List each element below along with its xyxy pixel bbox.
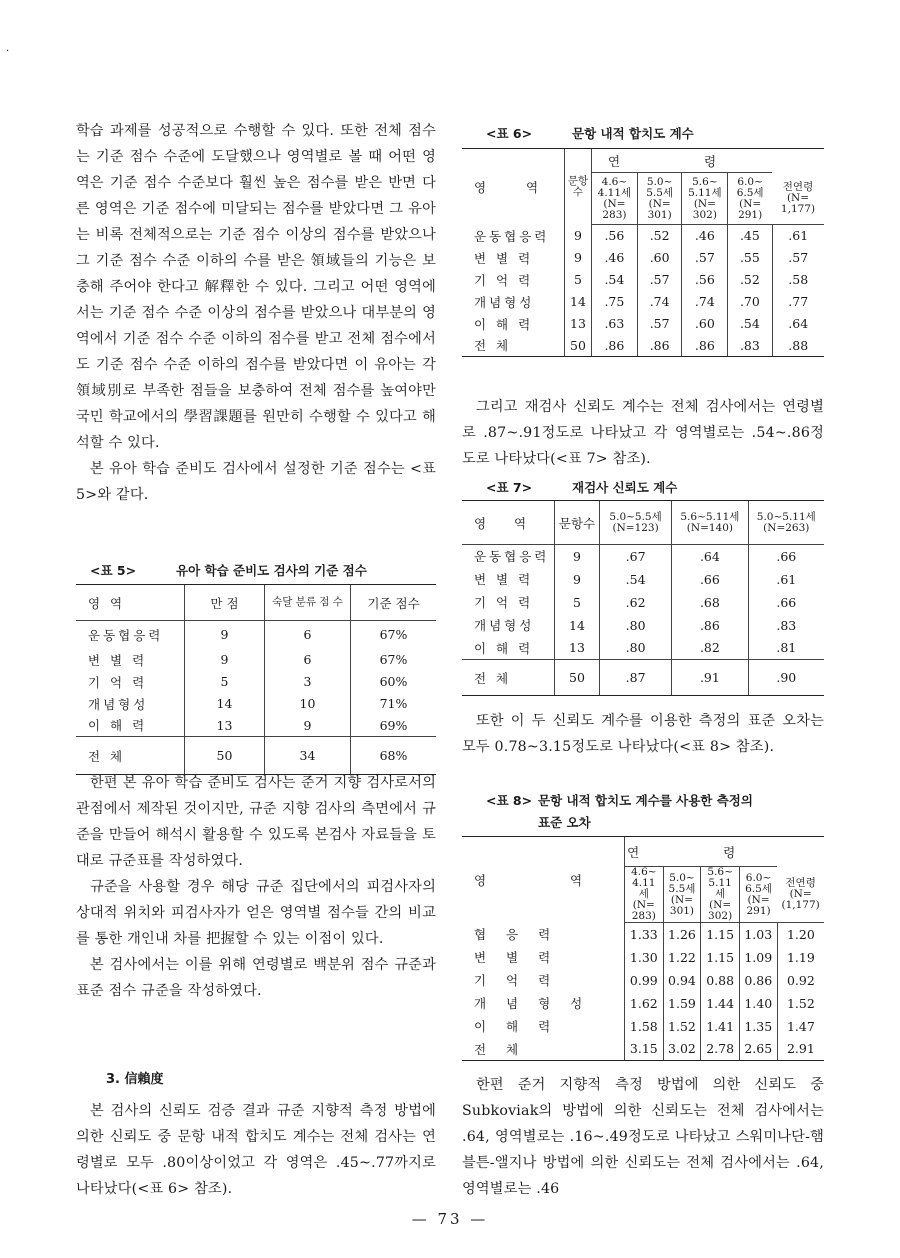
table-cell: 변 별 력 bbox=[474, 250, 534, 266]
table-cell: .46 bbox=[682, 225, 728, 247]
table-cell: 전 체 bbox=[462, 335, 565, 357]
table-cell: .56 bbox=[592, 225, 638, 247]
table-cell: 개념형성 bbox=[88, 696, 149, 712]
table-cell: 13 bbox=[555, 637, 600, 660]
table-cell: 1.15 bbox=[701, 946, 739, 969]
table-header: 6.0~ 6.5세 (N= 291) bbox=[728, 173, 772, 225]
table6-caption bbox=[486, 124, 694, 142]
table-cell: 69% bbox=[351, 715, 436, 737]
table-cell: .75 bbox=[592, 291, 638, 313]
table-cell: .57 bbox=[682, 247, 728, 269]
table-header: 연 령 bbox=[592, 149, 773, 173]
table7-caption bbox=[486, 478, 677, 496]
table-cell: .55 bbox=[728, 247, 772, 269]
paragraph-text: 그리고 재검사 신뢰도 계수는 전체 검사에서는 연령별로 .87~.91정도로 나타났고 각 영역별로는 .54~.86정도로 나타났다(<표 7> 참조). bbox=[462, 399, 824, 467]
table-header: 숙달 분류 점 수 bbox=[264, 585, 350, 621]
table-cell: 9 bbox=[185, 649, 265, 671]
table-cell: 67% bbox=[351, 649, 436, 671]
table-cell: 개념형성 bbox=[474, 294, 535, 310]
paragraph-text: 규준을 사용할 경우 해당 규준 집단에서의 피검사자의 상대적 위치와 피검사자가 얻은 영역별 점수들 간의 비교를 통한 개인내 차를 把握할 수 있는 이점이 있다. bbox=[76, 879, 436, 947]
table-cell: 변 별 력 bbox=[474, 572, 534, 587]
table-header: 6.0~ 6.5세 (N= 291) bbox=[739, 867, 777, 923]
table-cell: 14 bbox=[565, 291, 592, 313]
table-header: 기준 점수 bbox=[351, 585, 436, 621]
table-cell: 60% bbox=[351, 671, 436, 693]
table-header: 5.0~5.5세 (N=123) bbox=[600, 501, 672, 545]
table-cell: 운동협응력 bbox=[474, 549, 550, 565]
table-header: 만 점 bbox=[185, 585, 265, 621]
table-cell: .54 bbox=[592, 269, 638, 291]
table-cell: 1.09 bbox=[739, 946, 777, 969]
table6-body bbox=[462, 225, 824, 357]
table-cell: 14 bbox=[555, 614, 600, 637]
table-cell: 9 bbox=[565, 225, 592, 247]
table-row bbox=[462, 923, 824, 946]
body-paragraph bbox=[462, 394, 824, 472]
table-cell: .83 bbox=[728, 335, 772, 357]
body-paragraph bbox=[76, 770, 436, 1004]
table-row bbox=[462, 545, 824, 568]
table-row bbox=[462, 269, 824, 291]
table-cell: 3 bbox=[264, 671, 350, 693]
margin-mark: · bbox=[6, 46, 10, 57]
table-cell: 68% bbox=[351, 737, 436, 775]
table-cell: 13 bbox=[185, 715, 265, 737]
table-header: 영 역 bbox=[76, 585, 185, 621]
table-cell: .66 bbox=[748, 545, 824, 568]
table-cell: 1.22 bbox=[663, 946, 701, 969]
table-row bbox=[462, 969, 824, 992]
table-cell: 50 bbox=[565, 335, 592, 357]
paragraph-text: 또한 이 두 신뢰도 계수를 이용한 측정의 표준 오차는 모두 0.78~3.15정도로 나타났다(<표 8> 참조). bbox=[462, 713, 824, 755]
table-cell: 5 bbox=[555, 591, 600, 614]
table6 bbox=[462, 148, 824, 357]
body-paragraph bbox=[76, 1098, 436, 1202]
table-cell: 1.20 bbox=[777, 923, 824, 946]
table-cell: 71% bbox=[351, 693, 436, 715]
table8-body bbox=[462, 923, 824, 1061]
paragraph-text: 본 검사에서는 이를 위해 연령별로 백분위 점수 규준과 표준 점수 규준을 작성하였다. bbox=[76, 957, 436, 999]
table-title: 재검사 신뢰도 계수 bbox=[572, 480, 678, 495]
table-header: 영 역 bbox=[462, 149, 565, 225]
body-paragraph bbox=[76, 118, 436, 508]
table-cell: .57 bbox=[637, 313, 682, 335]
table-cell: .82 bbox=[672, 637, 748, 660]
table-cell: 2.65 bbox=[739, 1038, 777, 1061]
table-cell: .54 bbox=[728, 313, 772, 335]
table-cell: .80 bbox=[600, 614, 672, 637]
table-cell: 개 념 형 성 bbox=[474, 996, 591, 1011]
table-cell: .45 bbox=[728, 225, 772, 247]
table-header: 문항수 bbox=[565, 149, 592, 225]
table-cell: .87 bbox=[600, 660, 672, 696]
table-cell: 이 해 력 bbox=[474, 1019, 559, 1034]
table-cell: 10 bbox=[264, 693, 350, 715]
table5 bbox=[76, 584, 436, 775]
table-cell: 개념형성 bbox=[474, 618, 535, 633]
table-row bbox=[462, 225, 824, 247]
table-cell: 0.99 bbox=[625, 969, 663, 992]
table-cell: 34 bbox=[264, 737, 350, 775]
table-cell: .60 bbox=[637, 247, 682, 269]
table-title: 문항 내적 합치도 계수를 사용한 측정의 bbox=[538, 793, 753, 808]
table-cell: .60 bbox=[682, 313, 728, 335]
table-cell: 0.86 bbox=[739, 969, 777, 992]
table-header: 5.6~5.11세 (N=140) bbox=[672, 501, 748, 545]
table-cell: 기 억 력 bbox=[474, 973, 559, 988]
table-cell: .88 bbox=[772, 335, 824, 357]
table-cell: 0.94 bbox=[663, 969, 701, 992]
table-cell: .61 bbox=[748, 568, 824, 591]
table-cell: 2.78 bbox=[701, 1038, 739, 1061]
table5-caption bbox=[90, 561, 367, 579]
table-cell: 협 응 력 bbox=[474, 927, 559, 942]
table-cell: 전 체 bbox=[462, 1038, 625, 1061]
table-cell: .64 bbox=[672, 545, 748, 568]
table-cell: 1.41 bbox=[701, 1015, 739, 1038]
table-cell: 1.44 bbox=[701, 992, 739, 1015]
table-row bbox=[76, 671, 436, 693]
table-cell: 변 별 력 bbox=[88, 652, 148, 668]
table-cell: .56 bbox=[682, 269, 728, 291]
table-cell: .80 bbox=[600, 637, 672, 660]
table-cell: .52 bbox=[637, 225, 682, 247]
table-cell: .66 bbox=[748, 591, 824, 614]
table-header: 5.0~ 5.5세 (N= 301) bbox=[663, 867, 701, 923]
table-cell: 50 bbox=[555, 660, 600, 696]
table-header: 5.6~ 5.11세 (N= 302) bbox=[701, 867, 739, 923]
table-row bbox=[462, 1015, 824, 1038]
table-cell: 6 bbox=[264, 621, 350, 649]
table-label: <표 8> bbox=[486, 793, 533, 808]
paragraph-text: 본 검사의 신뢰도 검증 결과 규준 지향적 측정 방법에 의한 신뢰도 중 문항 내적 합치도 계수는 전체 검사는 연령별로 모두 .80이상이었고 각 영역은 .45~.77까지로 나타났다(<표 6> 참조). bbox=[76, 1103, 436, 1197]
table-cell: 9 bbox=[555, 545, 600, 568]
table-cell: 1.33 bbox=[625, 923, 663, 946]
table-row bbox=[462, 568, 824, 591]
table-header: 영 역 bbox=[462, 837, 625, 923]
table-cell: 운동협응력 bbox=[88, 627, 164, 643]
table-header: 5.6~ 5.11세 (N= 302) bbox=[682, 173, 728, 225]
body-paragraph bbox=[462, 708, 824, 760]
table-cell: 9 bbox=[555, 568, 600, 591]
table-cell: 기 억 력 bbox=[88, 674, 148, 690]
table-cell: .70 bbox=[728, 291, 772, 313]
table-title: 표준 오차 bbox=[538, 815, 591, 830]
table-cell: .58 bbox=[772, 269, 824, 291]
table5-body bbox=[76, 621, 436, 737]
table-row bbox=[462, 637, 824, 660]
table-title: 문항 내적 합치도 계수 bbox=[572, 126, 694, 141]
table-cell: 1.30 bbox=[625, 946, 663, 969]
table-row bbox=[462, 313, 824, 335]
table-header: 전연령 (N= (1,177) bbox=[777, 867, 824, 923]
table-cell: .81 bbox=[748, 637, 824, 660]
table-cell: .57 bbox=[772, 247, 824, 269]
paragraph-text: 학습 과제를 성공적으로 수행할 수 있다. 또한 전체 점수는 기준 점수 수준에 도달했으나 영역별로 볼 때 어떤 영역은 기준 점수 수준보다 훨씬 높은 점수를 받은 반면 다른 영역은 기준 점수에 미달되는 점수를 받았다면 그 유아는 비록 전체적으로는 기준 점수 이상의 점수를 받았으나 그 기준 점수 수준 이하의 수를 받은 領域들의 기능은 보충해 주어야 한다고 解釋한 수 있다. 그리고 어떤 영역에서는 기준 점수 수준 이상의 점수를 받았으나 대부분의 영역에서 기준 점수 수준 이하의 점수를 받고 전체 점수에서도 기준 점수 수준 이하의 점수를 받았다면 이 유아는 각 領域別로 부족한 점들을 보충하여 전체 점수를 높여야만 국민 학교에서의 學習課題를 원만히 수행할 수 있다고 해석할 수 있다. bbox=[76, 123, 436, 451]
table-cell: .74 bbox=[682, 291, 728, 313]
table-cell: 3.15 bbox=[625, 1038, 663, 1061]
table-cell: .91 bbox=[672, 660, 748, 696]
table-cell: .67 bbox=[600, 545, 672, 568]
table-cell: 1.52 bbox=[663, 1015, 701, 1038]
paragraph-text: 한편 본 유아 학습 준비도 검사는 준거 지향 검사로서의 관점에서 제작된 것이지만, 규준 지향 검사의 측면에서 규준을 만들어 해석시 활용할 수 있도록 본검사 자료들을 토대로 규준표를 작성하였다. bbox=[76, 775, 436, 869]
table-cell: 0.92 bbox=[777, 969, 824, 992]
table-cell: 이 해 력 bbox=[474, 316, 534, 332]
table-header: 5.0~5.11세 (N=263) bbox=[748, 501, 824, 545]
table8 bbox=[462, 836, 824, 1061]
table-header: 4.6~ 4.11세 (N= 283) bbox=[592, 173, 638, 225]
table-cell: 67% bbox=[351, 621, 436, 649]
table7 bbox=[462, 500, 824, 696]
table-cell: 50 bbox=[185, 737, 265, 775]
table-cell: 1.40 bbox=[739, 992, 777, 1015]
table-cell: .54 bbox=[600, 568, 672, 591]
table-cell: .83 bbox=[748, 614, 824, 637]
table-header: 4.6~ 4.11세 (N= 283) bbox=[625, 867, 663, 923]
table-cell: 기 억 력 bbox=[474, 595, 534, 610]
table-cell: .57 bbox=[637, 269, 682, 291]
table-cell: .46 bbox=[592, 247, 638, 269]
table-cell: 9 bbox=[264, 715, 350, 737]
table-cell: .86 bbox=[682, 335, 728, 357]
table-cell: .66 bbox=[672, 568, 748, 591]
table-cell: .64 bbox=[772, 313, 824, 335]
table-row bbox=[462, 614, 824, 637]
table-cell: 1.35 bbox=[739, 1015, 777, 1038]
table-cell: 기 억 력 bbox=[474, 272, 534, 288]
table-cell: 9 bbox=[185, 621, 265, 649]
table-row bbox=[462, 1038, 824, 1061]
table-cell: .86 bbox=[672, 614, 748, 637]
table-cell: 1.26 bbox=[663, 923, 701, 946]
table-cell: 1.15 bbox=[701, 923, 739, 946]
paragraph-text: 본 유아 학습 준비도 검사에서 설정한 기준 점수는 <표 5>와 같다. bbox=[76, 461, 436, 503]
table-row bbox=[76, 715, 436, 737]
table-header: 5.0~ 5.5세 (N= 301) bbox=[637, 173, 682, 225]
table-cell: .90 bbox=[748, 660, 824, 696]
table-cell: 6 bbox=[264, 649, 350, 671]
table-cell: 이 해 력 bbox=[88, 718, 148, 734]
table-cell: 전 체 bbox=[462, 660, 555, 696]
table-row bbox=[76, 693, 436, 715]
table-cell: 운동협응력 bbox=[474, 228, 550, 244]
table-row bbox=[462, 335, 824, 357]
table-header: 연 령 bbox=[625, 837, 778, 867]
table-cell: 14 bbox=[185, 693, 265, 715]
table-cell: 5 bbox=[565, 269, 592, 291]
table-row bbox=[462, 946, 824, 969]
table-cell: 2.91 bbox=[777, 1038, 824, 1061]
table-cell: 13 bbox=[565, 313, 592, 335]
table-cell: .74 bbox=[637, 291, 682, 313]
table-row bbox=[76, 649, 436, 671]
table-cell: 1.59 bbox=[663, 992, 701, 1015]
table-row bbox=[462, 591, 824, 614]
table-cell: 1.62 bbox=[625, 992, 663, 1015]
table-cell: 1.19 bbox=[777, 946, 824, 969]
table-cell: .68 bbox=[672, 591, 748, 614]
table-cell: 1.58 bbox=[625, 1015, 663, 1038]
table-row bbox=[76, 621, 436, 649]
table-header: 문항수 bbox=[555, 501, 600, 545]
body-paragraph bbox=[462, 1072, 824, 1202]
table-cell: .77 bbox=[772, 291, 824, 313]
table-cell: .63 bbox=[592, 313, 638, 335]
table-cell: 전 체 bbox=[76, 737, 185, 775]
table-row bbox=[462, 992, 824, 1015]
table-cell: 1.03 bbox=[739, 923, 777, 946]
table8-caption bbox=[486, 790, 753, 834]
table-cell: 3.02 bbox=[663, 1038, 701, 1061]
table-cell: .86 bbox=[592, 335, 638, 357]
table-row bbox=[462, 247, 824, 269]
page-number: — 73 — bbox=[411, 1210, 489, 1228]
table-label: <표 7> bbox=[486, 480, 533, 495]
table7-body bbox=[462, 545, 824, 660]
table-header: 전연령 (N= 1,177) bbox=[772, 173, 824, 225]
paragraph-text: 한편 준거 지향적 측정 방법에 의한 신뢰도 중 Subkoviak의 방법에 의한 신뢰도는 전체 검사에서는 .64, 영역별로는 .16~.49정도로 나타났고 스워미나단-햄블튼-앨지나 방법에 의한 신뢰도는 전체 검사에서는 .64, 영역별로는 .46 bbox=[462, 1077, 824, 1197]
table-cell: 0.88 bbox=[701, 969, 739, 992]
table-row bbox=[462, 291, 824, 313]
table-cell: .52 bbox=[728, 269, 772, 291]
table-title: 유아 학습 준비도 검사의 기준 점수 bbox=[176, 563, 367, 578]
table-cell: 이 해 력 bbox=[474, 640, 534, 656]
section-heading: 3. 信賴度 bbox=[106, 1072, 164, 1087]
table-header: 영 역 bbox=[462, 501, 555, 545]
table-label: <표 5> bbox=[90, 563, 137, 578]
table-cell: .61 bbox=[772, 225, 824, 247]
table-cell: 변 별 력 bbox=[474, 950, 559, 965]
table-label: <표 6> bbox=[486, 126, 533, 141]
table-cell: .86 bbox=[637, 335, 682, 357]
table-cell: 1.47 bbox=[777, 1015, 824, 1038]
table-cell: .62 bbox=[600, 591, 672, 614]
table-cell: 5 bbox=[185, 671, 265, 693]
table-cell: 9 bbox=[565, 247, 592, 269]
table-cell: 1.52 bbox=[777, 992, 824, 1015]
